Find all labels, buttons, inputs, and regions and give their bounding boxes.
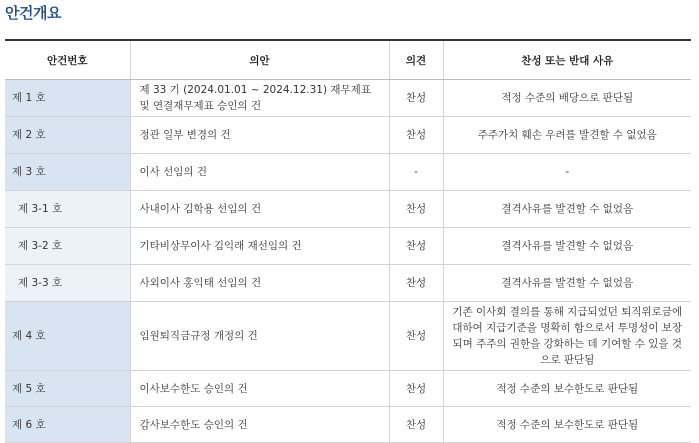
table-row (5, 407, 691, 443)
table-row (5, 265, 691, 302)
column-header-item: 의안 (130, 40, 389, 80)
agenda-reason: 적정 수준의 보수한도로 판단됨 (443, 407, 691, 443)
page-title: 안건개요 (5, 4, 61, 22)
table-row (5, 191, 691, 228)
agenda-vote: 찬성 (389, 407, 443, 443)
agenda-item: 정관 일부 변경의 건 (130, 117, 389, 154)
table-row (5, 302, 691, 371)
column-header-vote: 의견 (389, 40, 443, 80)
agenda-item: 이사 선임의 건 (130, 154, 389, 191)
agenda-item: 이사보수한도 승인의 건 (130, 371, 389, 407)
header-row (5, 40, 691, 80)
agenda-item: 기타비상무이사 김익래 재선임의 건 (130, 228, 389, 265)
agenda-number: 제 6 호 (5, 407, 130, 443)
agenda-reason: 주주가치 훼손 우려를 발견할 수 없었음 (443, 117, 691, 154)
agenda-item: 제 33 기 (2024.01.01 ~ 2024.12.31) 재무제표 및 연결재무제표 승인의 건 (130, 80, 389, 117)
agenda-reason: - (443, 154, 691, 191)
agenda-item: 사외이사 홍익태 선임의 건 (130, 265, 389, 302)
agenda-item: 감사보수한도 승인의 건 (130, 407, 389, 443)
column-header-number: 안건번호 (5, 40, 130, 80)
agenda-reason: 적정 수준의 보수한도로 판단됨 (443, 371, 691, 407)
column-header-reason: 찬성 또는 반대 사유 (443, 40, 691, 80)
table-row (5, 371, 691, 407)
agenda-vote: 찬성 (389, 191, 443, 228)
agenda-item: 임원퇴직금규정 개정의 건 (130, 302, 389, 371)
agenda-number: 제 3-3 호 (5, 265, 130, 302)
agenda-reason: 결격사유를 발견할 수 없었음 (443, 191, 691, 228)
agenda-number: 제 3 호 (5, 154, 130, 191)
agenda-number: 제 2 호 (5, 117, 130, 154)
agenda-reason: 결격사유를 발견할 수 없었음 (443, 265, 691, 302)
agenda-number: 제 4 호 (5, 302, 130, 371)
agenda-vote: 찬성 (389, 117, 443, 154)
agenda-number: 제 1 호 (5, 80, 130, 117)
agenda-vote: 찬성 (389, 265, 443, 302)
agenda-vote: - (389, 154, 443, 191)
agenda-table (5, 39, 691, 443)
table-row (5, 228, 691, 265)
table-row (5, 154, 691, 191)
agenda-number: 제 3-2 호 (5, 228, 130, 265)
agenda-number: 제 5 호 (5, 371, 130, 407)
agenda-reason: 기존 이사회 결의를 통해 지급되었던 퇴직위로금에 대하여 지급기준을 명확히 함으로서 투명성이 보장되며 주주의 권한을 강화하는 데 기여할 수 있을 것으로 판단됨 (443, 302, 691, 371)
table-row (5, 80, 691, 117)
agenda-number: 제 3-1 호 (5, 191, 130, 228)
agenda-reason: 결격사유를 발견할 수 없었음 (443, 228, 691, 265)
agenda-reason: 적정 수준의 배당으로 판단됨 (443, 80, 691, 117)
agenda-vote: 찬성 (389, 80, 443, 117)
table-row (5, 117, 691, 154)
agenda-vote: 찬성 (389, 302, 443, 371)
agenda-vote: 찬성 (389, 228, 443, 265)
agenda-item: 사내이사 김학용 선임의 건 (130, 191, 389, 228)
agenda-vote: 찬성 (389, 371, 443, 407)
